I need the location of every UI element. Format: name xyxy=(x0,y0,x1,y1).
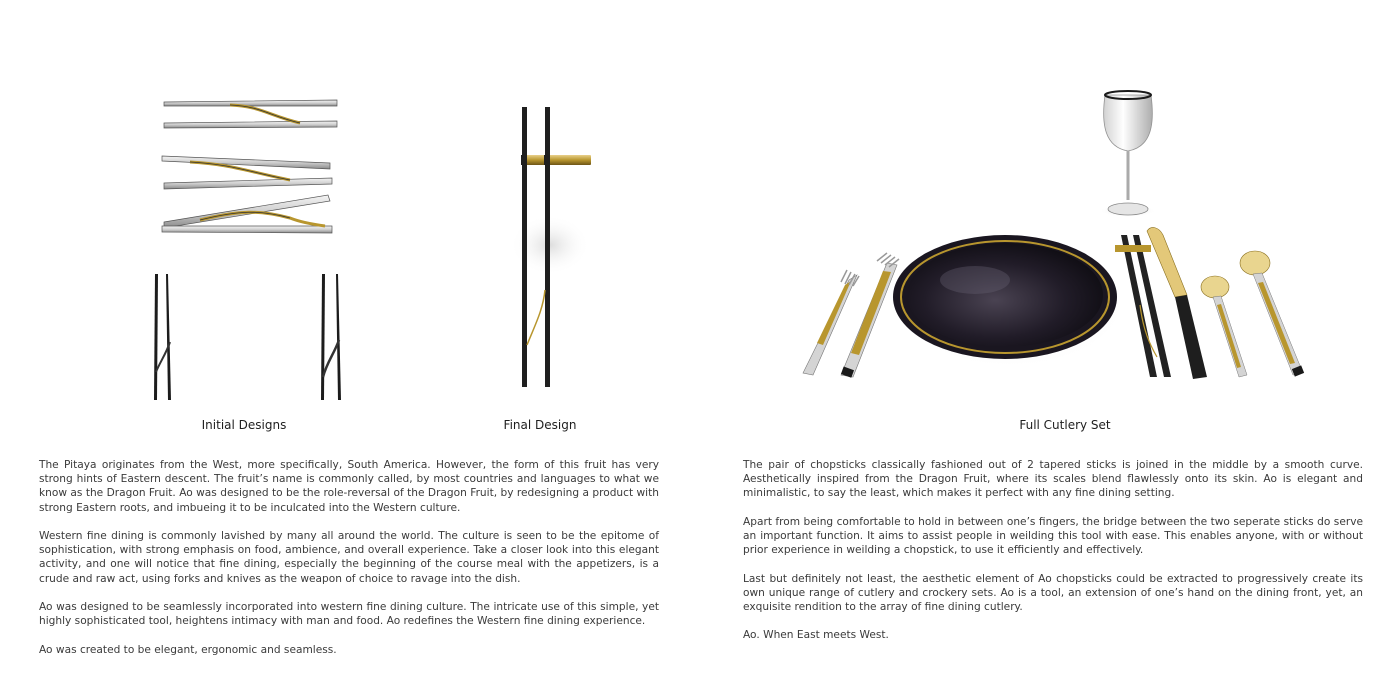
initial-designs-illustration xyxy=(150,92,350,407)
paragraph-western-dining: Western fine dining is commonly lavished by many all around the world. The culture is seen to be the epitome of sophistication, with strong emphasis on food, ambience, and overall experience. Take a closer look into this elegant activity, and one will notice that fine dining, especially the beginning of the course meal with the appetizers, is a crude and raw act, using forks and knives as the weapon of choice to ravage into the dish. xyxy=(39,530,659,585)
right-text-column xyxy=(743,458,1363,657)
paragraph-pitaya: The Pitaya originates from the West, more specifically, South America. However, the form of this fruit has very strong hints of Eastern descent. The fruit’s name is commonly called, by most countries and languages to what we know as the Dragon Fruit. Ao was designed to be the role-reversal of the Dragon Fruit, by redesigning a product with strong Eastern roots, and imbueing it to be inculcated into the Western culture. xyxy=(39,459,659,514)
paragraph-chopsticks: The pair of chopsticks classically fashioned out of 2 tapered sticks is joined in the middle by a smooth curve. Aesthetically inspired from the Dragon Fruit, where its scales blend flawlessly onto its skin. Ao is elegant and minimalistic, to say the least, which makes it perfect with any fine dining setting. xyxy=(743,459,1363,500)
dinner-plate xyxy=(892,235,1128,369)
left-text-column xyxy=(39,458,659,671)
cutlery-set-illustration xyxy=(795,85,1315,385)
caption-full-cutlery-set: Full Cutlery Set xyxy=(1019,418,1111,432)
chopstick-sketch-1 xyxy=(164,100,337,128)
paragraph-bridge: Apart from being comfortable to hold in between one’s fingers, the bridge between the two seperate sticks do serve an important function. It aims to assist people in weilding this tool with ease. This enables anyone, with or without prior experience in weilding a chopstick, to use it efficiently and effectively. xyxy=(743,515,1363,557)
chopstick-sketch-2 xyxy=(162,156,332,189)
caption-initial-designs: Initial Designs xyxy=(201,418,287,432)
chopstick-sketch-vertical-right xyxy=(321,274,341,400)
chopstick-sketch-vertical-left xyxy=(154,274,171,400)
final-design-illustration xyxy=(505,105,600,390)
paragraph-ao-created: Ao was created to be elegant, ergonomic and seamless. xyxy=(39,643,337,656)
wine-glass xyxy=(1100,91,1156,217)
large-spoon xyxy=(1240,251,1304,377)
paragraph-east-meets-west: Ao. When East meets West. xyxy=(743,629,889,642)
caption-final-design: Final Design xyxy=(503,418,577,432)
fork-right xyxy=(841,253,899,378)
small-spoon xyxy=(1201,276,1247,377)
paragraph-ao-incorporated: Ao was designed to be seamlessly incorporated into western fine dining culture. The intricate use of this simple, yet highly sophisticated tool, heightens intimacy with man and food. Ao redefines the Western fine dining experience. xyxy=(39,601,659,628)
paragraph-aesthetic: Last but definitely not least, the aesthetic element of Ao chopsticks could be extracted to progressively create its own unique range of cutlery and crockery sets. Ao is a tool, an extension of one’s hand on the dining front, yet, an exquisite rendition to the array of fine dining cutlery. xyxy=(743,572,1363,613)
chopstick-sketch-3 xyxy=(162,195,332,233)
